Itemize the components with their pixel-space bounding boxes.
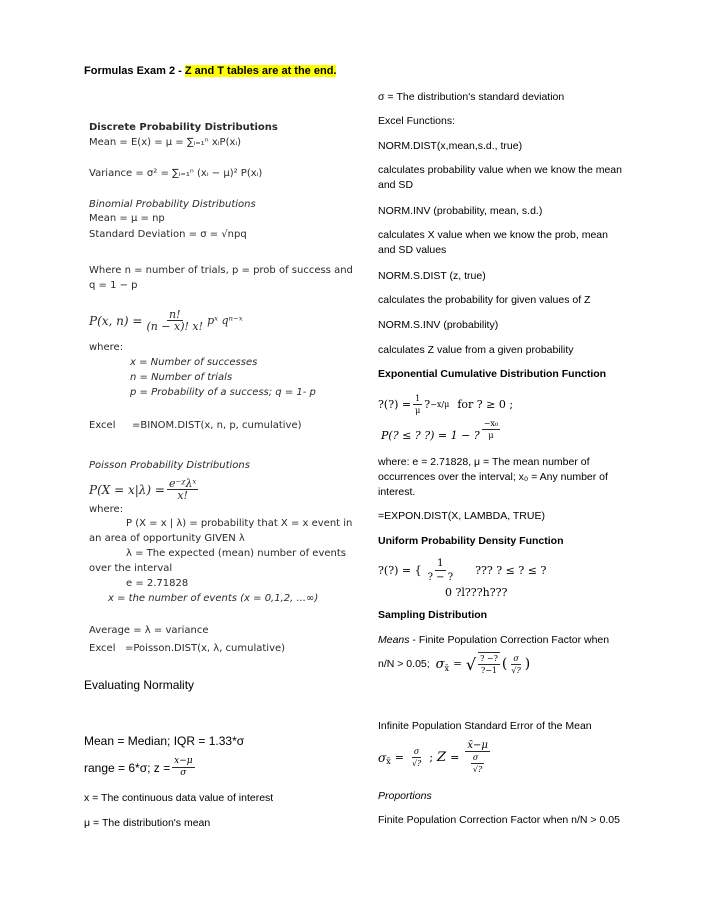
binomial-numerator: n! xyxy=(168,308,181,321)
excel-functions-label: Excel Functions: xyxy=(378,115,456,127)
exp-cdf-exp-den: μ xyxy=(488,431,494,440)
unif-heading: Uniform Probability Density Function xyxy=(378,535,564,547)
exp-pdf-fraction xyxy=(413,393,422,416)
exp-pdf-den: μ xyxy=(415,406,421,415)
nN-text: n/N > 0.05; xyxy=(378,658,430,670)
exp-pdf-sup: −x/μ xyxy=(430,399,450,409)
norm-s-inv-desc: calculates Z value from a given probability xyxy=(378,344,574,356)
poisson-formula-left: P(X = x|λ) = xyxy=(89,482,165,497)
xbar-subscript: x̄ xyxy=(444,663,450,673)
z-mean-fraction xyxy=(465,740,490,775)
normality-range xyxy=(84,756,197,779)
normality-mean-median: Mean = Median; IQR = 1.33*σ xyxy=(84,734,245,748)
z-mean-num: x̄−μ xyxy=(467,740,488,751)
binomial-mean: Mean = μ = np xyxy=(89,213,165,224)
poisson-excel-fn: =Poisson.DIST(x, λ, cumulative) xyxy=(125,643,286,654)
unif-cond-2: 0 ?l???h??? xyxy=(445,586,508,599)
fpc-fraction xyxy=(478,652,500,676)
fpc-sigma-den: √? xyxy=(511,665,521,675)
fpc-den: ?−1 xyxy=(480,666,498,675)
binomial-where-label: where: xyxy=(89,342,124,353)
poisson-numerator: e⁻ᵡλˣ xyxy=(168,477,197,490)
z-mean-den xyxy=(469,752,486,775)
poisson-line-2: an area of opportunity GIVEN λ xyxy=(89,533,245,544)
poisson-fraction xyxy=(167,478,198,501)
poisson-line-3: λ = The expected (mean) number of events xyxy=(126,548,346,559)
fpc-sigma-fraction xyxy=(509,653,522,676)
means-rest: - Finite Population Correction Factor when xyxy=(409,634,610,646)
highlight-note: Z and T tables are at the end. xyxy=(184,65,337,77)
infinite-heading: Infinite Population Standard Error of the Mean xyxy=(378,720,592,732)
normality-x-def: x = The continuous data value of interest xyxy=(84,792,274,804)
sigma-xbar: σ xyxy=(435,656,445,672)
normality-heading: Evaluating Normality xyxy=(84,678,195,692)
poisson-excel-label: Excel xyxy=(89,643,116,654)
unif-num: 1 xyxy=(437,558,444,569)
discrete-variance: Variance = σ² = ∑ᵢ₌₁ⁿ (xᵢ − μ)² P(xᵢ) xyxy=(89,168,263,179)
exp-heading: Exponential Cumulative Distribution Function xyxy=(378,368,607,380)
se-den: √? xyxy=(411,759,422,768)
poisson-line-6: x = the number of events (x = 0,1,2, ...∞) xyxy=(108,593,319,604)
exp-pdf-mid: ? xyxy=(424,398,431,411)
poisson-line-4: over the interval xyxy=(89,563,173,574)
standard-error-formula: σ x̄ = $\frac{\sigma}{√?}$ ; Z = $\frac{x̄-\mu}{\frac{\sigma}{√?}}$ xyxy=(378,740,488,774)
binomial-def-n: n = Number of trials xyxy=(130,372,233,383)
fpc-num: ? −? xyxy=(480,654,498,663)
se-fraction xyxy=(410,746,423,769)
exp-cdf-text: P(? ≤ ? ?) = 1 − ? xyxy=(381,429,480,442)
sqrt-icon: √ xyxy=(465,654,477,674)
norm-dist: NORM.DIST(x,mean,s.d., true) xyxy=(378,140,523,152)
sigma-def: σ = The distribution's standard deviation xyxy=(378,91,565,103)
norm-s-dist: NORM.S.DIST (z, true) xyxy=(378,270,486,282)
binomial-where-1: Where n = number of trials, p = prob of success and xyxy=(89,265,353,276)
unif-left: ?(?) = { xyxy=(378,564,422,577)
norm-s-dist-desc: calculates the probability for given values of Z xyxy=(378,294,591,306)
poisson-line-1: P (X = x | λ) = probability that X = x event in xyxy=(126,518,353,529)
se-num: σ xyxy=(413,747,420,756)
binomial-def-x: x = Number of successes xyxy=(130,357,258,368)
fpc-proportions: Finite Population Correction Factor when n/N > 0.05 xyxy=(378,814,620,826)
norm-dist-desc: calculates probability value when we know the mean and SD xyxy=(378,164,622,191)
binomial-formula-left: P(x, n) = xyxy=(89,313,143,328)
z-numerator: x−μ xyxy=(174,756,193,766)
discrete-mean: Mean = E(x) = μ = ∑ᵢ₌₁ⁿ xᵢP(xᵢ) xyxy=(89,137,242,148)
norm-s-inv: NORM.S.INV (probability) xyxy=(378,319,499,331)
means-line xyxy=(378,633,609,648)
binomial-formula xyxy=(89,309,243,332)
z-denominator: σ xyxy=(180,768,187,778)
binomial-fraction xyxy=(144,309,205,332)
exp-pdf xyxy=(378,393,513,416)
exp-pdf-left: ?(?) = xyxy=(378,398,412,411)
unif-fraction xyxy=(426,557,455,584)
exp-cdf-exponent xyxy=(482,418,500,441)
binomial-denominator: (n − x)! x! xyxy=(146,320,204,333)
exp-cdf-exp-num: −x₀ xyxy=(483,419,499,428)
exp-pdf-num: 1 xyxy=(415,394,421,403)
discrete-heading: Discrete Probability Distributions xyxy=(89,122,278,133)
poisson-heading: Poisson Probability Distributions xyxy=(89,460,250,471)
normality-mu-def: μ = The distribution's mean xyxy=(84,817,211,829)
z-mean-den-num: σ xyxy=(471,752,484,764)
unif-cond-1: ??? ? ≤ ? ≤ ? xyxy=(475,564,547,577)
poisson-where-label: where: xyxy=(89,504,124,515)
exp-cdf xyxy=(381,419,502,447)
binomial-where-2: q = 1 − p xyxy=(89,280,138,291)
z-mean-den-den: √? xyxy=(472,765,483,774)
binomial-formula-right: pˣ qⁿ⁻ˣ xyxy=(207,313,243,327)
exp-pdf-right: for ? ≥ 0 ; xyxy=(457,398,514,411)
sampling-heading: Sampling Distribution xyxy=(378,609,488,621)
fpc-sigma-num: σ xyxy=(513,653,519,663)
z-fraction xyxy=(172,756,194,779)
normality-range-text: range = 6*σ; z = xyxy=(84,760,171,775)
poisson-denominator: x! xyxy=(177,489,188,502)
unif-den: ? − ? xyxy=(427,572,454,583)
expon-dist: =EXPON.DIST(X, LAMBDA, TRUE) xyxy=(378,510,545,522)
binomial-excel-fn: =BINOM.DIST(x, n, p, cumulative) xyxy=(132,420,302,431)
norm-inv: NORM.INV (probability, mean, s.d.) xyxy=(378,205,543,217)
means-label: Means xyxy=(378,634,410,646)
page-title: Formulas Exam 2 - Z and T tables are at the end. xyxy=(84,65,337,77)
unif-pdf xyxy=(378,557,546,584)
binomial-sd: Standard Deviation = σ = √npq xyxy=(89,229,247,240)
fpc-means-formula: n/N > 0.05; σ x̄ = √ $\frac{? -?}{?-1}$ ( $\frac{\sigma}{√?}$ ) xyxy=(378,653,531,675)
exp-where: where: e = 2.71828, μ = The mean number of occurrences over the interval; x₀ = Any number of interest. xyxy=(378,456,608,498)
binomial-heading: Binomial Probability Distributions xyxy=(89,199,256,210)
norm-inv-desc: calculates X value when we know the prob, mean and SD values xyxy=(378,229,608,256)
binomial-excel-label: Excel xyxy=(89,420,116,431)
binomial-def-p: p = Probability of a success; q = 1- p xyxy=(130,387,316,398)
proportions-label: Proportions xyxy=(378,790,432,802)
poisson-line-5: e = 2.71828 xyxy=(126,578,189,589)
poisson-average: Average = λ = variance xyxy=(89,625,209,636)
poisson-formula xyxy=(89,478,200,501)
